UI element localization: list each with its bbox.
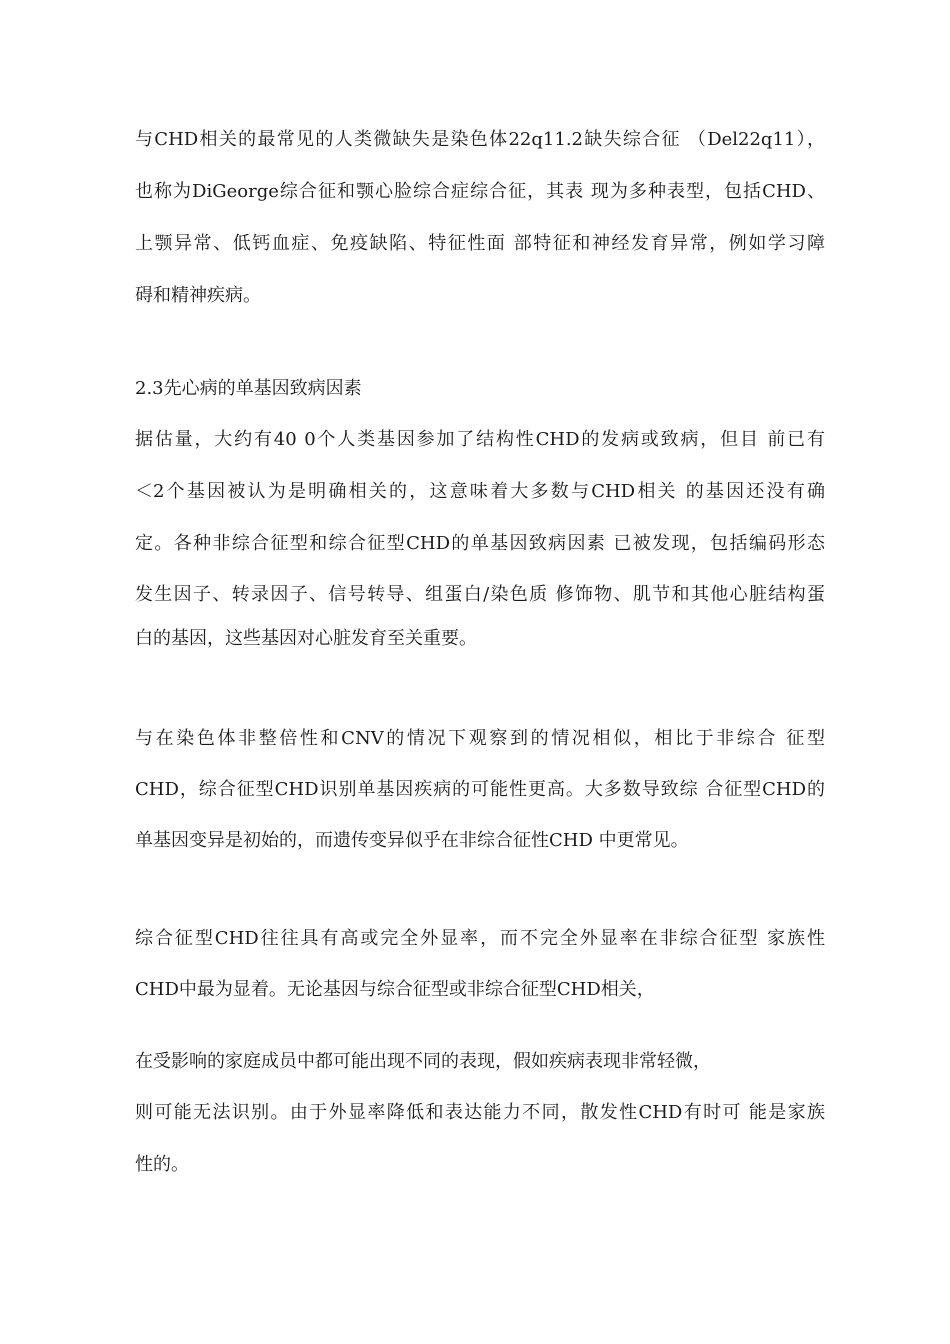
paragraph-line: 与CHD相关的最常见的人类微缺失是染色体22q11.2缺失综合征 （Del22q11）， [135,129,825,150]
paragraph-line: 性的。 [135,1154,189,1175]
paragraph-line: ＜2个基因被认为是明确相关的，这意味着大多数与CHD相关 的基因还没有确 [135,481,825,502]
paragraph-line: 白的基因，这些基因对心脏发育至关重要。 [135,628,477,649]
paragraph-line: CHD中最为显着。无论基因与综合征型或非综合征型CHD相关， [135,979,655,1000]
paragraph-line: 在受影响的家庭成员中都可能出现不同的表现，假如疾病表现非常轻微， [135,1051,711,1072]
paragraph-line: CHD，综合征型CHD识别单基因疾病的可能性更高。大多数导致综 合征型CHD的 [135,779,825,800]
paragraph-line: 则可能无法识别。由于外显率降低和表达能力不同，散发性CHD有时可 能是家族 [135,1102,825,1123]
paragraph-line: 据估量，大约有40 0个人类基因参加了结构性CHD的发病或致病，但目 前已有 [135,429,825,450]
paragraph-line: 上颚异常、低钙血症、免疫缺陷、特征性面 部特征和神经发育异常，例如学习障 [135,233,825,254]
section-heading: 2.3先心病的单基因致病因素 [135,378,362,399]
paragraph-line: 综合征型CHD往往具有高或完全外显率，而不完全外显率在非综合征型 家族性 [135,928,825,949]
paragraph-line: 碍和精神疾病。 [135,285,261,306]
paragraph-line: 单基因变异是初始的，而遗传变异似乎在非综合征性CHD 中更常见。 [135,830,689,851]
paragraph-line: 发生因子、转录因子、信号转导、组蛋白/染色质 修饰物、肌节和其他心脏结构蛋 [135,584,825,605]
paragraph-line: 与在染色体非整倍性和CNV的情况下观察到的情况相似，相比于非综合 征型 [135,728,825,749]
paragraph-line: 定。各种非综合征型和综合征型CHD的单基因致病因素 已被发现，包括编码形态 [135,533,825,554]
paragraph-line: 也称为DiGeorge综合征和颚心脸综合症综合征，其表 现为多种表型，包括CHD、 [135,181,825,202]
